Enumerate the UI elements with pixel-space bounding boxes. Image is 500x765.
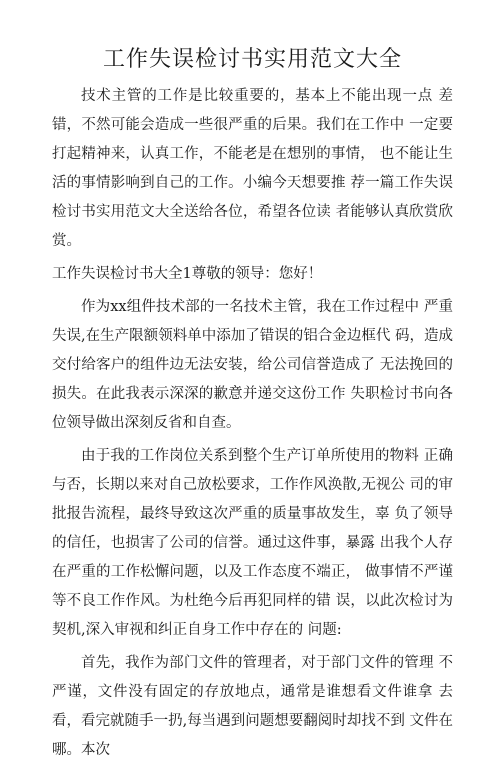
paragraph-first-point: 首先，我作为部门文件的管理者，对于部门文件的管理 不严谨，文件没有固定的存放地点，通常是谁想看文件谁拿 去看，看完就随手一扔,每当遇到问题想要翻阅时却找不到 文件在哪。本次	[52, 655, 453, 758]
paragraph-intro: 技术主管的工作是比较重要的，基本上不能出现一点 差错，不然可能会造成一些很严重的后果。我们在工作中 一定要打起精神来，认真工作，不能老是在想别的事情， 也不能让生活的事情影响到自己的工作。小编今天想要推 荐一篇工作失误检讨书实用范文大全送给各位，希望各位读 者能够认真欣赏欣赏。	[52, 88, 453, 249]
document-body	[52, 82, 453, 765]
paragraph-cause: 由于我的工作岗位关系到整个生产订单所使用的物料 正确与否，长期以来对自己放松要求，工作作风涣散,无视公 司的审批报告流程，最终导致这次严重的质量事故发生，辜 负了领导的信任，也损害了公司的信誉。通过这件事，暴露 出我个人存在严重的工作松懈问题，以及工作态度不端正， 做事情不严谨等不良工作作风。为杜绝今后再犯同样的错 误，以此次检讨为契机,深入审视和纠正自身工作中存在的 问题:	[52, 448, 453, 638]
paragraph-salutation: 工作失误检讨书大全1尊敬的领导：您好！	[52, 266, 323, 282]
paragraph-incident: 作为xx组件技术部的一名技术主管，我在工作过程中 严重失误,在生产限额领料单中添加了错误的铝合金边框代 码，造成交付给客户的组件边无法安装，给公司信誉造成了 无法挽回的损失。在此我表示深深的歉意并递交这份工作 失职检讨书向各位领导做出深刻反省和自查。	[52, 299, 453, 431]
document-title: 工作失误检讨书实用范文大全	[102, 47, 402, 72]
